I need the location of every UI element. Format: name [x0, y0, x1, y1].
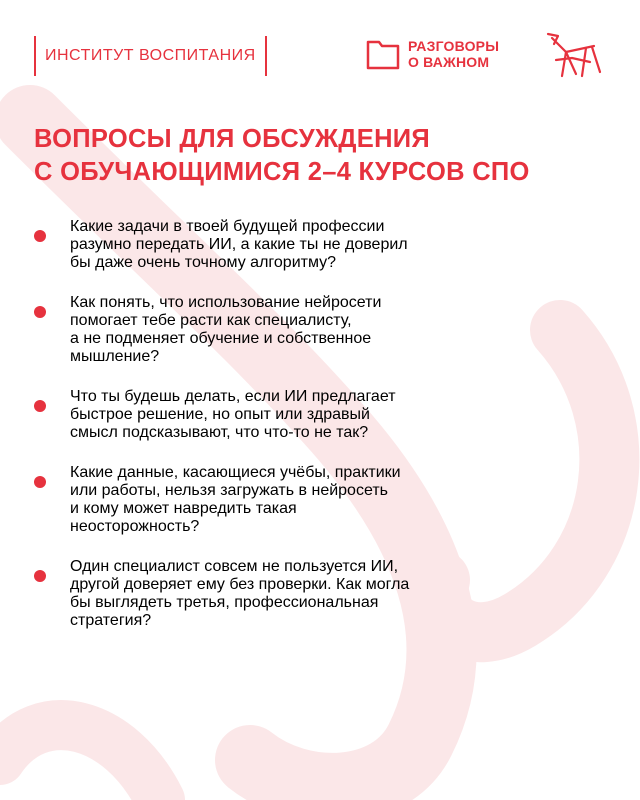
- question-line: Что ты будешь делать, если ИИ предлагает: [70, 388, 396, 405]
- bullet-dot: [34, 400, 46, 412]
- page-title: [34, 123, 530, 189]
- question-line: мышление?: [70, 348, 160, 365]
- question-line: Какие задачи в твоей будущей профессии: [70, 218, 385, 235]
- question-line: неосторожность?: [70, 518, 200, 535]
- question-line: быстрое решение, но опыт или здравый: [70, 406, 370, 423]
- question-line: другой доверяет ему без проверки. Как могла: [70, 576, 410, 593]
- title-line-1: ВОПРОСЫ ДЛЯ ОБСУЖДЕНИЯ: [34, 125, 431, 153]
- question-item-1: [34, 218, 604, 272]
- brand-text: [408, 38, 499, 70]
- brand-line-2: О ВАЖНОМ: [408, 54, 490, 70]
- question-line: Какие данные, касающиеся учёбы, практики: [70, 464, 401, 481]
- question-line: а не подменяет обучение и собственное: [70, 330, 372, 347]
- bullet-dot: [34, 230, 46, 242]
- question-line: и кому может навредить такая: [70, 500, 297, 517]
- question-line: смысл подсказывают, что что-то не так?: [70, 424, 369, 441]
- header: [0, 36, 640, 80]
- question-line: помогает тебе расти как специалисту,: [70, 312, 352, 329]
- question-item-3: [34, 388, 604, 442]
- question-item-2: [34, 294, 604, 366]
- question-line: бы даже очень точному алгоритму?: [70, 254, 337, 271]
- question-line: разумно передать ИИ, а какие ты не доверил: [70, 236, 408, 253]
- org-logo-right-bar: [265, 36, 267, 76]
- bullet-dot: [34, 570, 46, 582]
- brand-logo: [366, 38, 499, 70]
- bullet-dot: [34, 306, 46, 318]
- question-list: [34, 218, 604, 646]
- org-name: ИНСТИТУТ ВОСПИТАНИЯ: [45, 47, 256, 64]
- title-line-2: С ОБУЧАЮЩИМИСЯ 2–4 КУРСОВ СПО: [34, 158, 530, 186]
- question-line: Один специалист совсем не пользуется ИИ,: [70, 558, 399, 575]
- brand-line-1: РАЗГОВОРЫ: [408, 38, 500, 54]
- bullet-dot: [34, 476, 46, 488]
- horse-mascot-icon: [542, 32, 604, 80]
- question-item-5: [34, 558, 604, 630]
- org-logo: [34, 36, 267, 76]
- question-line: или работы, нельзя загружать в нейросеть: [70, 482, 388, 499]
- question-item-4: [34, 464, 604, 536]
- question-line: Как понять, что использование нейросети: [70, 294, 382, 311]
- question-line: стратегия?: [70, 612, 152, 629]
- question-line: бы выглядеть третья, профессиональная: [70, 594, 379, 611]
- folder-icon: [366, 38, 400, 70]
